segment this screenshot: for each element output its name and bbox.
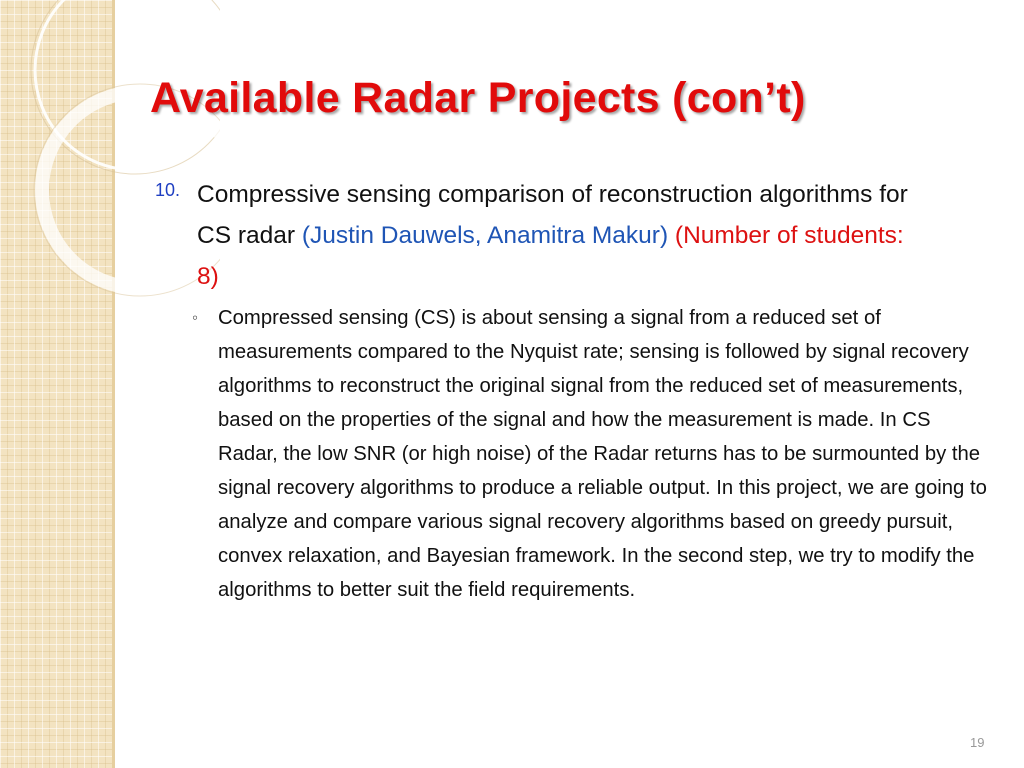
project-description: Compressed sensing (CS) is about sensing a signal from a reduced set of measurements compared to the Nyquist rate; sensing is followed by signal recovery algorithms to reconstruct the original signal from the reduced set of measurements, based on the properties of the signal and how the measurement is made. In CS Radar, the low SNR (or high noise) of the Radar returns has to be surmounted by the signal recovery algorithms to produce a reliable output. In this project, we are going to analyze and compare various signal recovery algorithms based on greedy pursuit, convex relaxation, and Bayesian framework. In the second step, we try to modify the algorithms to better suit the field requirements.	[218, 307, 987, 601]
numbered-list-item	[155, 174, 915, 297]
list-item-text	[197, 174, 915, 297]
bullet-icon: ◦	[192, 308, 199, 327]
slide-number: 19	[970, 735, 985, 750]
project-authors: (Justin Dauwels, Anamitra Makur)	[301, 222, 669, 249]
list-item-number: 10.	[155, 180, 181, 200]
student-count: (Number of students: 8)	[197, 222, 904, 290]
project-title: Compressive sensing comparison of reconstruction algorithms for CS radar	[197, 181, 908, 249]
slide-title: Available Radar Projects (con’t)	[150, 74, 806, 122]
sub-bullet-item	[192, 301, 992, 607]
